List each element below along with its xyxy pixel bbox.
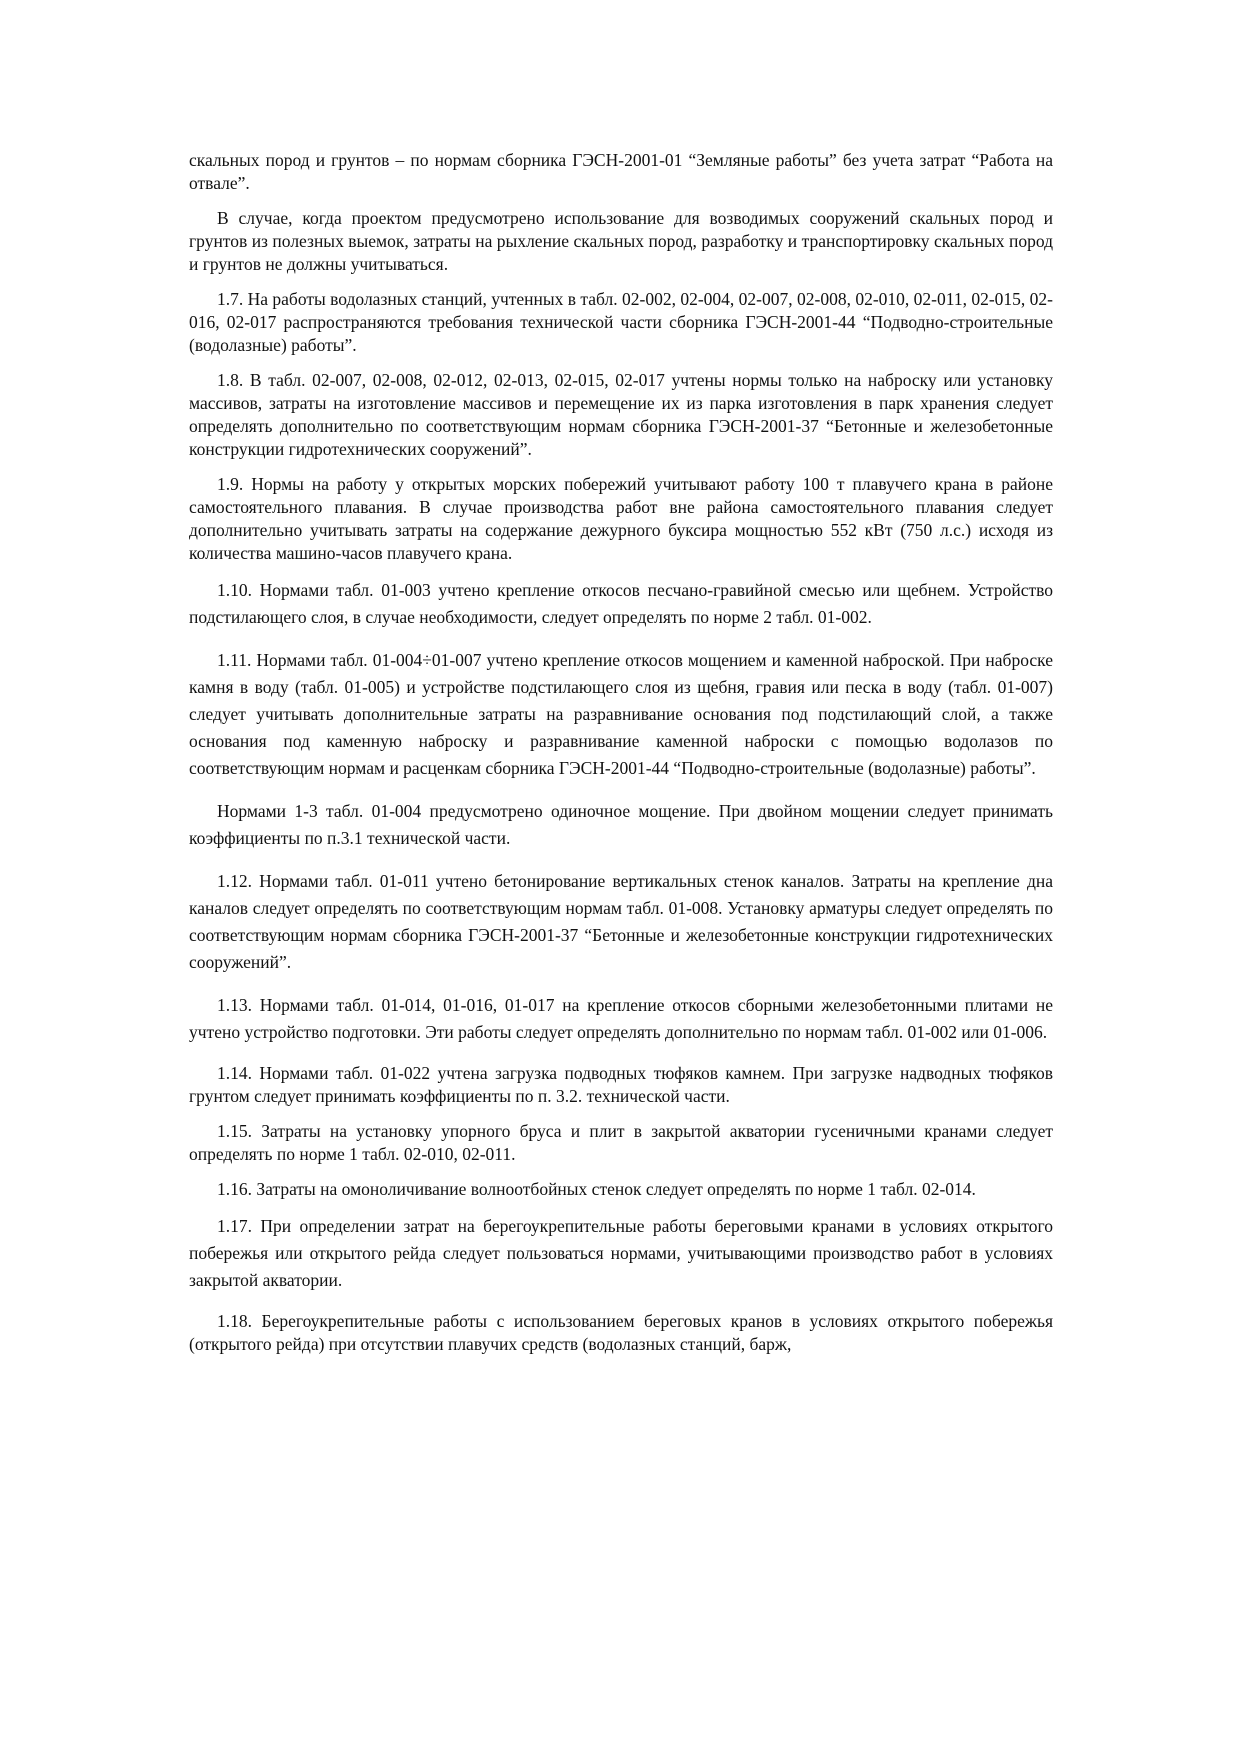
paragraph-1-9: 1.9. Нормы на работу у открытых морских побережий учитывают работу 100 т плавучего крана в районе самостоятельного плавания. В случае производства работ вне района самостоятельного плавания следует дополнительно учитывать затраты на содержание дежурного буксира мощностью 552 кВт (750 л.с.) исходя из количества машино-часов плавучего крана. <box>189 474 1053 563</box>
paragraph-continuation: скальных пород и грунтов – по нормам сборника ГЭСН-2001-01 “Земляные работы” без учета затрат “Работа на отвале”. <box>189 150 1053 193</box>
paragraph-1-7: 1.7. На работы водолазных станций, учтенных в табл. 02-002, 02-004, 02-007, 02-008, 02-010, 02-011, 02-015, 02-016, 02-017 распространяются требования технической части сборника ГЭСН-2001-44 “Подводно-строительные (водолазные) работы”. <box>189 289 1053 355</box>
document-page <box>189 149 1053 1356</box>
paragraph-paving-note: Нормами 1-3 табл. 01-004 предусмотрено одиночное мощение. При двойном мощении следует принимать коэффициенты по п.3.1 технической части. <box>189 801 1053 848</box>
paragraph-rock-excavation: В случае, когда проектом предусмотрено использование для возводимых сооружений скальных пород и грунтов из полезных выемок, затраты на рыхление скальных пород, разработку и транспортировку скальных пород и грунтов не должны учитываться. <box>189 208 1053 274</box>
paragraph-1-13: 1.13. Нормами табл. 01-014, 01-016, 01-017 на крепление откосов сборными железобетонными плитами не учтено устройство подготовки. Эти работы следует определять дополнительно по нормам табл. 01-002 или 01-006. <box>189 995 1053 1042</box>
paragraph-1-8: 1.8. В табл. 02-007, 02-008, 02-012, 02-013, 02-015, 02-017 учтены нормы только на наброску или установку массивов, затраты на изготовление массивов и перемещение их из парка изготовления в парк хранения следует определять дополнительно по соответствующим нормам сборника ГЭСН-2001-37 “Бетонные и железобетонные конструкции гидротехнических сооружений”. <box>189 370 1053 459</box>
paragraph-1-11: 1.11. Нормами табл. 01-004÷01-007 учтено крепление откосов мощением и каменной наброской. При наброске камня в воду (табл. 01-005) и устройстве подстилающего слоя из щебня, гравия или песка в воду (табл. 01-007) следует учитывать дополнительные затраты на разравнивание основания под подстилающий слой, а также основания под каменную наброску и разравнивание каменной наброски с помощью водолазов по соответствующим нормам и расценкам сборника ГЭСН-2001-44 “Подводно-строительные (водолазные) работы”. <box>189 650 1053 778</box>
paragraph-1-17: 1.17. При определении затрат на берегоукрепительные работы береговыми кранами в условиях открытого побережья или открытого рейда следует пользоваться нормами, учитывающими производство работ в условиях закрытой акватории. <box>189 1216 1053 1290</box>
paragraph-1-16: 1.16. Затраты на омоноличивание волноотбойных стенок следует определять по норме 1 табл. 02-014. <box>217 1179 976 1199</box>
paragraph-1-18: 1.18. Берегоукрепительные работы с использованием береговых кранов в условиях открытого побережья (открытого рейда) при отсутствии плавучих средств (водолазных станций, барж, <box>189 1311 1053 1354</box>
paragraph-1-10: 1.10. Нормами табл. 01-003 учтено крепление откосов песчано-гравийной смесью или щебнем. Устройство подстилающего слоя, в случае необходимости, следует определять по норме 2 табл. 01-002. <box>189 580 1053 627</box>
paragraph-1-15: 1.15. Затраты на установку упорного бруса и плит в закрытой акватории гусеничными кранами следует определять по норме 1 табл. 02-010, 02-011. <box>189 1121 1053 1164</box>
paragraph-1-12: 1.12. Нормами табл. 01-011 учтено бетонирование вертикальных стенок каналов. Затраты на крепление дна каналов следует определять по соответствующим нормам табл. 01-008. Установку арматуры следует определять по соответствующим нормам сборника ГЭСН-2001-37 “Бетонные и железобетонные конструкции гидротехнических сооружений”. <box>189 871 1053 972</box>
paragraph-1-14: 1.14. Нормами табл. 01-022 учтена загрузка подводных тюфяков камнем. При загрузке надводных тюфяков грунтом следует принимать коэффициенты по п. 3.2. технической части. <box>189 1063 1053 1106</box>
